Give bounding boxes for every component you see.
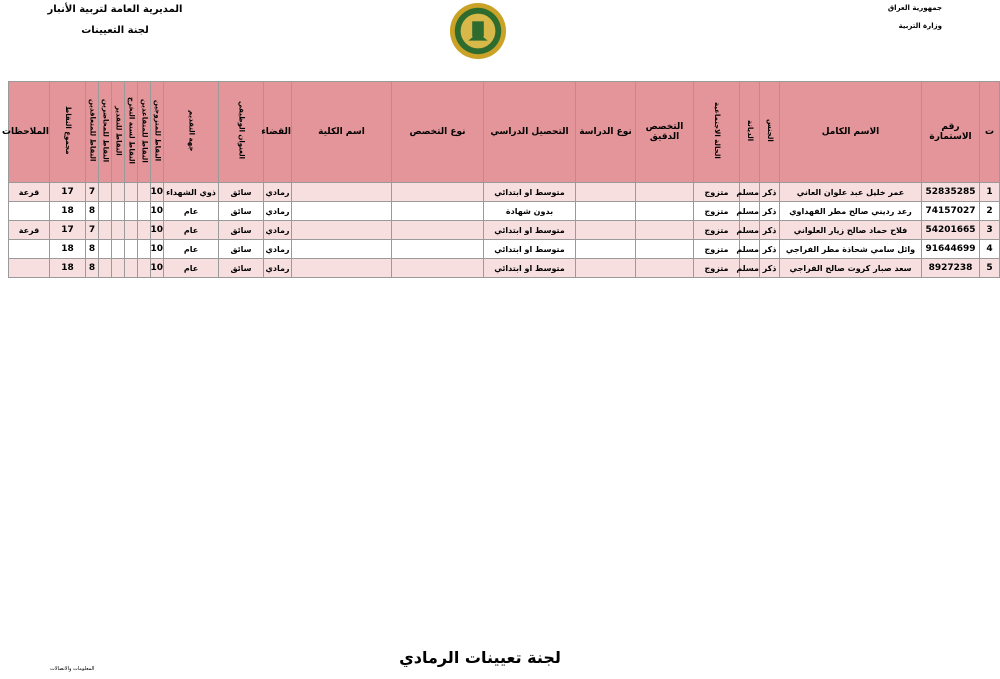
col-header: نوع الدراسة xyxy=(576,82,636,183)
table-cell: عام xyxy=(164,202,219,221)
table-cell: 3 xyxy=(980,221,1000,240)
table-cell xyxy=(138,202,151,221)
table-cell: 91644699 xyxy=(922,240,980,259)
table-cell: 54201665 xyxy=(922,221,980,240)
table-cell: متوسط او ابتدائي xyxy=(484,183,576,202)
table-cell: 18 xyxy=(50,202,86,221)
table-cell xyxy=(112,221,125,240)
table-cell: ذكر xyxy=(760,259,780,278)
table-cell: متزوج xyxy=(694,221,740,240)
col-header: النقاط لسنة التخرج xyxy=(125,82,138,183)
table-cell: ذكر xyxy=(760,221,780,240)
table-cell xyxy=(636,240,694,259)
table-cell: ذكر xyxy=(760,240,780,259)
table-cell: 2 xyxy=(980,202,1000,221)
table-cell xyxy=(392,221,484,240)
table-cell xyxy=(125,221,138,240)
table-cell xyxy=(138,240,151,259)
table-cell xyxy=(636,259,694,278)
table-cell xyxy=(636,221,694,240)
table-cell: فلاح حماد صالح زيار العلواني xyxy=(780,221,922,240)
table-cell: 8 xyxy=(86,202,99,221)
col-header: النقاط للمتزوجين xyxy=(151,82,164,183)
col-header: النقاط للمحاضرين xyxy=(99,82,112,183)
appointments-table xyxy=(1,81,1000,278)
table-cell: 74157027 xyxy=(922,202,980,221)
table-cell xyxy=(636,183,694,202)
table-row xyxy=(9,202,1000,221)
table-cell xyxy=(138,221,151,240)
table-cell: عمر خليل عبد علوان العاني xyxy=(780,183,922,202)
table-cell: سائق xyxy=(219,202,264,221)
table-cell xyxy=(576,240,636,259)
table-cell: ذكر xyxy=(760,202,780,221)
table-cell xyxy=(125,259,138,278)
col-header: النقاط للمتقاعدين xyxy=(138,82,151,183)
table-cell: ذكر xyxy=(760,183,780,202)
col-header: الديانة xyxy=(740,82,760,183)
table-cell xyxy=(292,202,392,221)
table-cell: عام xyxy=(164,240,219,259)
table-cell xyxy=(636,202,694,221)
table-cell xyxy=(392,240,484,259)
table-row xyxy=(9,240,1000,259)
table-cell xyxy=(392,183,484,202)
table-cell xyxy=(125,240,138,259)
table-cell xyxy=(99,259,112,278)
table-cell: 1 xyxy=(980,183,1000,202)
table-cell xyxy=(576,202,636,221)
table-cell xyxy=(576,183,636,202)
table-cell: وائل سامي شحاذة مطر الفراجي xyxy=(780,240,922,259)
table-cell: متزوج xyxy=(694,202,740,221)
table-cell: عام xyxy=(164,221,219,240)
country-name: جمهورية العراق xyxy=(887,4,942,12)
table-cell: رمادي xyxy=(264,240,292,259)
col-header: الحالة الاجتماعية xyxy=(694,82,740,183)
table-cell xyxy=(112,183,125,202)
table-cell xyxy=(292,259,392,278)
table-cell: متزوج xyxy=(694,183,740,202)
table-cell xyxy=(138,259,151,278)
table-row xyxy=(9,259,1000,278)
table-cell: 10 xyxy=(151,259,164,278)
table-cell: مسلم xyxy=(740,221,760,240)
table-cell xyxy=(576,259,636,278)
col-header: النقاط للمتعاقدين xyxy=(86,82,99,183)
col-header: العنوان الوظيفي xyxy=(219,82,264,183)
table-cell: 18 xyxy=(50,240,86,259)
table-cell xyxy=(112,240,125,259)
col-header: جهة التقديم xyxy=(164,82,219,183)
table-cell: سائق xyxy=(219,183,264,202)
header-left xyxy=(40,4,190,36)
table-cell: بدون شهادة xyxy=(484,202,576,221)
table-cell: 4 xyxy=(980,240,1000,259)
table-cell xyxy=(125,202,138,221)
table-cell: متزوج xyxy=(694,240,740,259)
table-row xyxy=(9,183,1000,202)
ministry-name: وزارة التربية xyxy=(898,22,942,30)
table-cell xyxy=(292,240,392,259)
table-cell xyxy=(112,259,125,278)
committee-title: لجنة التعيينات xyxy=(81,25,149,36)
table-cell xyxy=(125,183,138,202)
table-cell: سائق xyxy=(219,221,264,240)
table-cell xyxy=(392,259,484,278)
table-cell: 8 xyxy=(86,240,99,259)
col-header: مجموع النقاط xyxy=(50,82,86,183)
table-cell: 7 xyxy=(86,221,99,240)
col-header: ت xyxy=(980,82,1000,183)
table-cell: مسلم xyxy=(740,202,760,221)
table-cell: قرعة xyxy=(9,221,50,240)
table-cell xyxy=(292,183,392,202)
ministry-emblem-icon xyxy=(449,2,507,60)
footer-title: لجنة تعيينات الرمادي xyxy=(399,648,561,667)
table-row xyxy=(9,221,1000,240)
table-header-row xyxy=(9,82,1000,183)
footer-note: المعلومات والاتصالات xyxy=(50,666,95,672)
table-cell xyxy=(9,240,50,259)
table-cell xyxy=(99,202,112,221)
table-cell: رمادي xyxy=(264,202,292,221)
table-cell: 10 xyxy=(151,183,164,202)
table-cell: 5 xyxy=(980,259,1000,278)
header-right xyxy=(888,4,942,30)
col-header: النقاط للتقدير xyxy=(112,82,125,183)
table-cell: رمادي xyxy=(264,183,292,202)
table-cell: متوسط او ابتدائي xyxy=(484,240,576,259)
table-cell: متوسط او ابتدائي xyxy=(484,259,576,278)
table-cell: 10 xyxy=(151,221,164,240)
table-cell: 52835285 xyxy=(922,183,980,202)
table-cell: مسلم xyxy=(740,240,760,259)
table-cell: 10 xyxy=(151,202,164,221)
table-cell: 10 xyxy=(151,240,164,259)
col-header: الملاحظات xyxy=(9,82,50,183)
table-cell xyxy=(99,221,112,240)
table-cell xyxy=(576,221,636,240)
table-cell: سائق xyxy=(219,259,264,278)
table-cell: رمادي xyxy=(264,221,292,240)
table-cell: 17 xyxy=(50,221,86,240)
col-header: رقم الاستمارة xyxy=(922,82,980,183)
directorate-title: المديرية العامة لتربية الأنبار xyxy=(47,4,183,15)
table-cell: 7 xyxy=(86,183,99,202)
table-cell: ذوي الشهداء xyxy=(164,183,219,202)
table-cell xyxy=(9,202,50,221)
table-cell: 18 xyxy=(50,259,86,278)
table-cell: عام xyxy=(164,259,219,278)
col-header: نوع التخصص xyxy=(392,82,484,183)
col-header: اسم الكلية xyxy=(292,82,392,183)
table-cell: قرعة xyxy=(9,183,50,202)
table-cell: مسلم xyxy=(740,259,760,278)
table-cell: رعد رديني صالح مطر الفهداوي xyxy=(780,202,922,221)
table-cell xyxy=(112,202,125,221)
table-cell: 17 xyxy=(50,183,86,202)
table-cell: سائق xyxy=(219,240,264,259)
table-cell: متزوج xyxy=(694,259,740,278)
table-cell xyxy=(99,183,112,202)
table-cell xyxy=(99,240,112,259)
table-cell xyxy=(292,221,392,240)
table-cell xyxy=(392,202,484,221)
table-cell: متوسط او ابتدائي xyxy=(484,221,576,240)
appointments-table-wrapper xyxy=(1,81,995,278)
table-cell: مسلم xyxy=(740,183,760,202)
table-cell: رمادي xyxy=(264,259,292,278)
col-header: الجنس xyxy=(760,82,780,183)
table-cell: 8 xyxy=(86,259,99,278)
table-cell: 8927238 xyxy=(922,259,980,278)
col-header: القضاء xyxy=(264,82,292,183)
col-header: التحصيل الدراسي xyxy=(484,82,576,183)
col-header: الاسم الكامل xyxy=(780,82,922,183)
table-cell xyxy=(9,259,50,278)
table-cell: سعد صبار كروت صالح الفراجي xyxy=(780,259,922,278)
col-header: التخصص الدقيق xyxy=(636,82,694,183)
table-cell xyxy=(138,183,151,202)
